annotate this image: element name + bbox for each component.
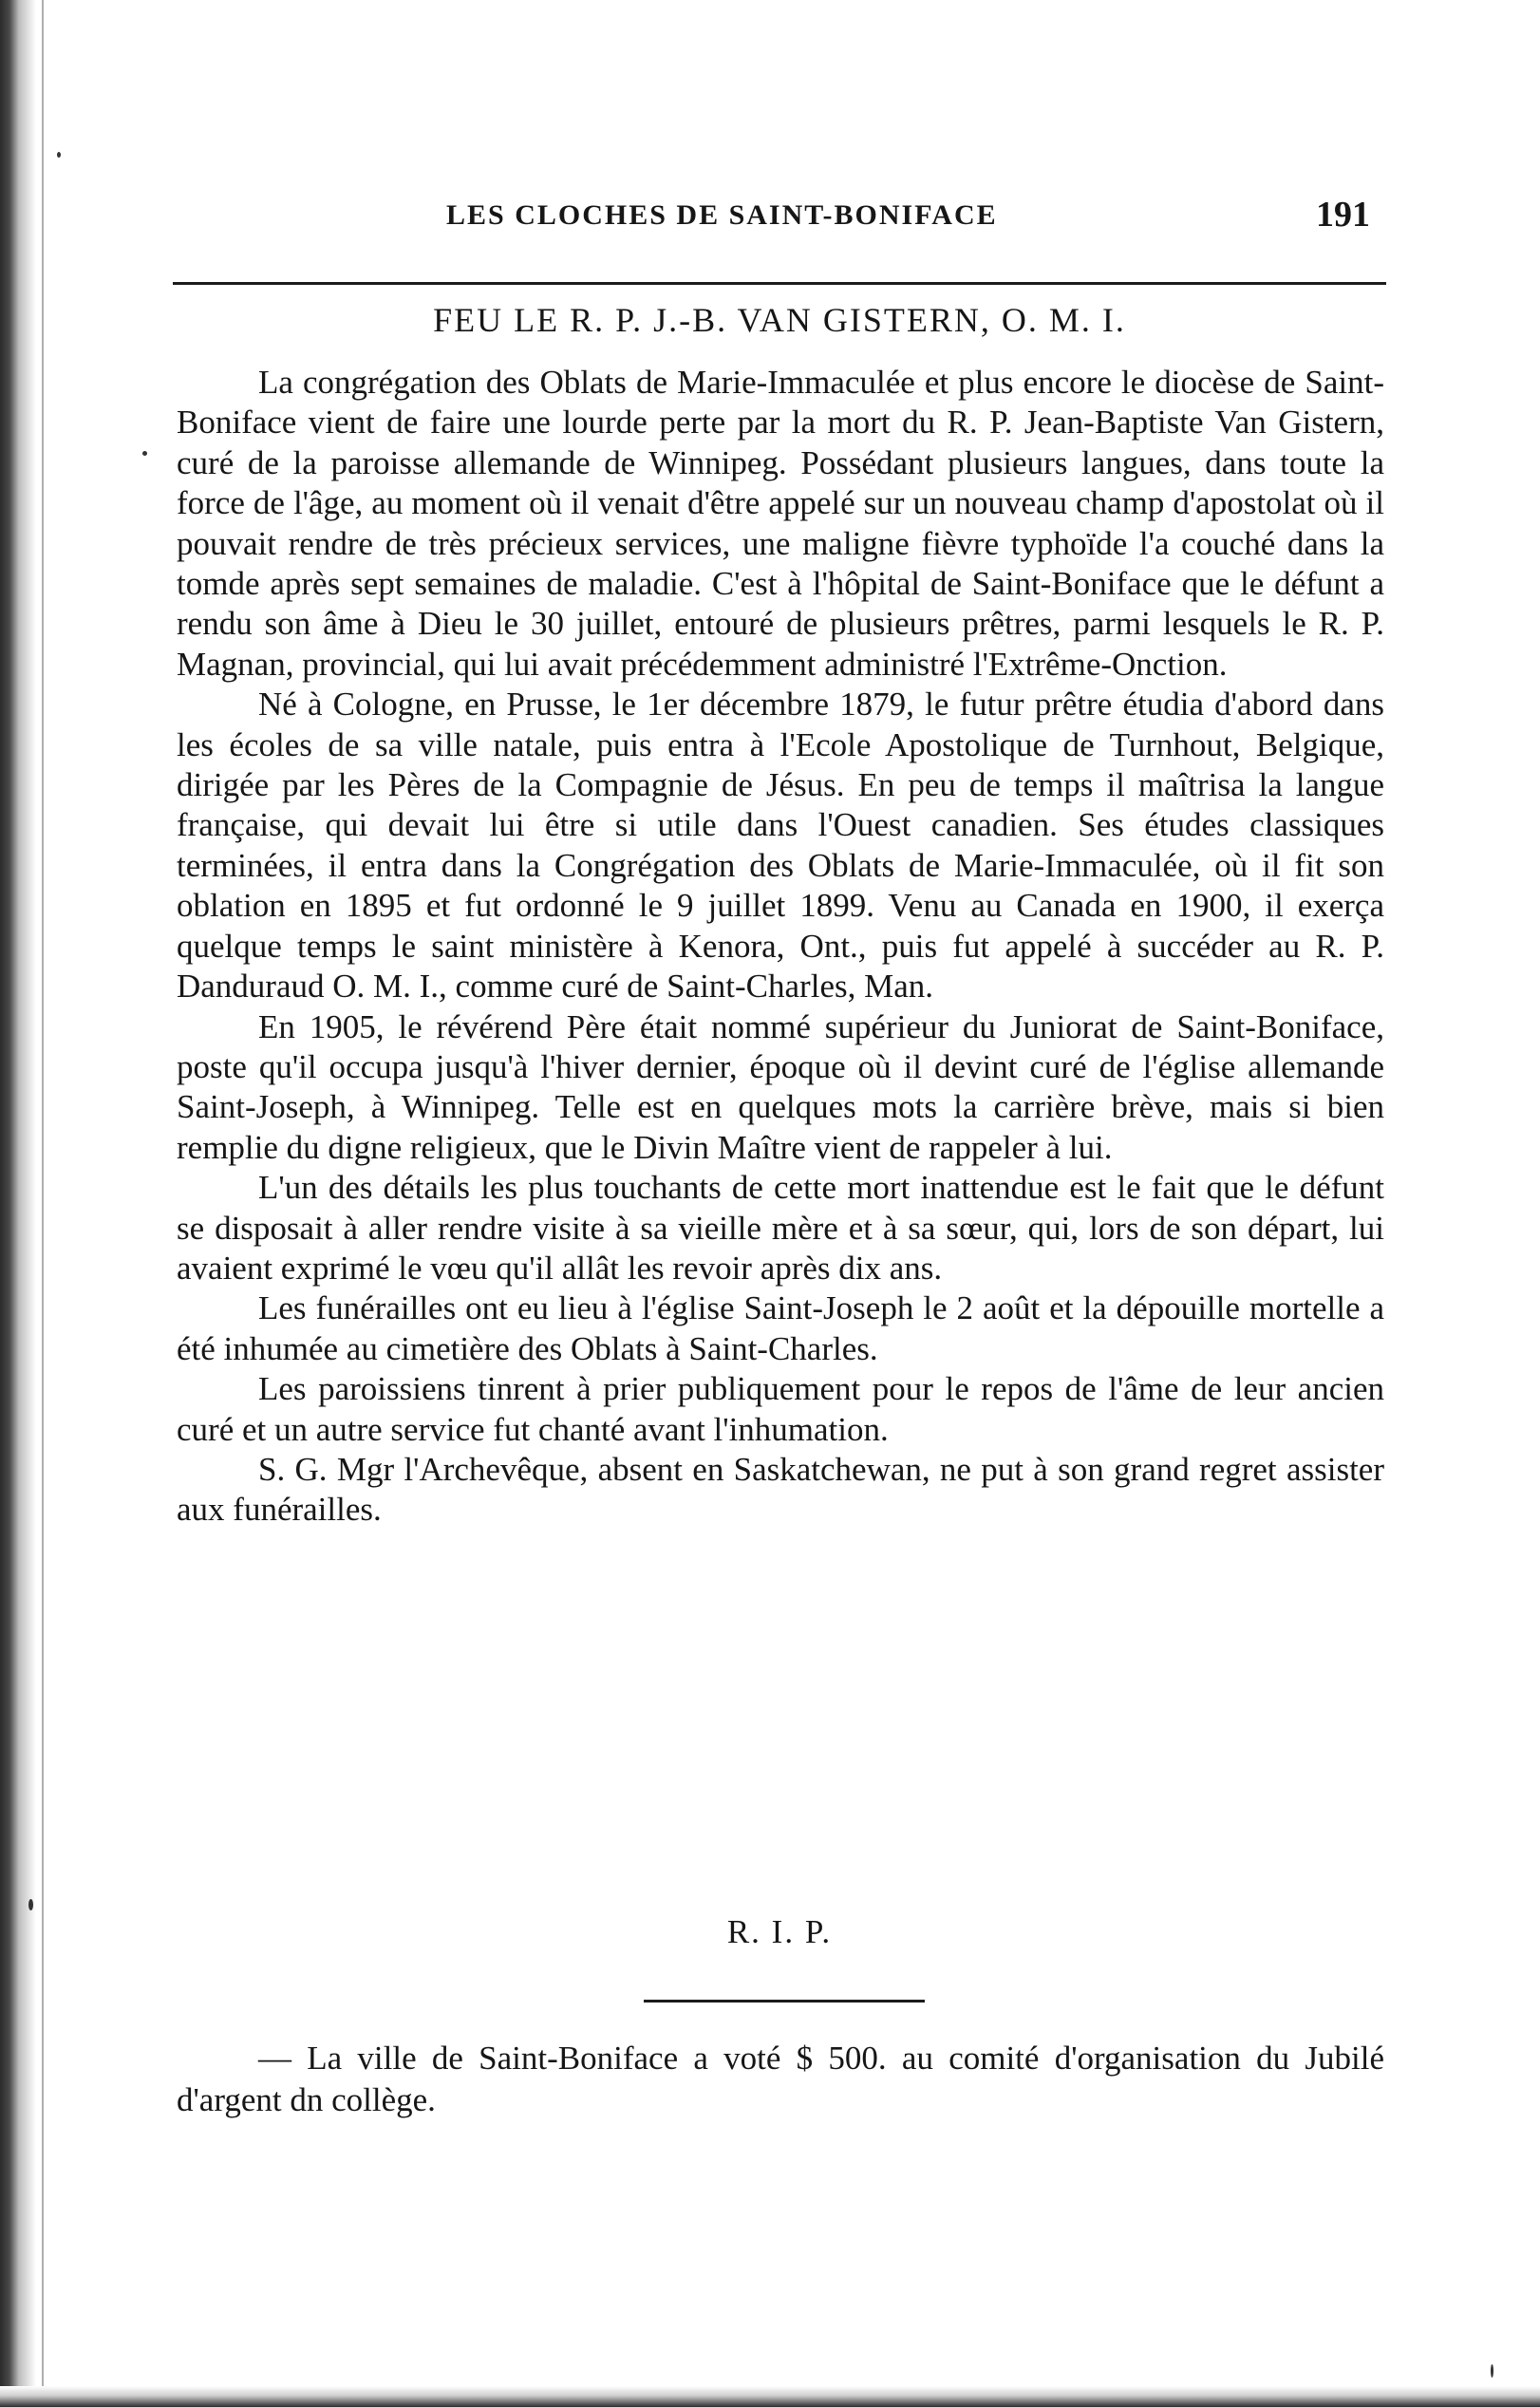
scan-speck: [57, 152, 61, 158]
binding-gutter-shadow: [0, 0, 36, 2407]
paragraph-parishioners: Les paroissiens tinrent à prier publiquement pour le repos de l'âme de leur ancien curé et un autre service fut chanté avant l'inhumation.: [177, 1370, 1384, 1448]
scan-speck: [142, 451, 147, 456]
running-head: LES CLOCHES DE SAINT-BONIFACE: [446, 199, 998, 231]
bottom-edge-shadow: [0, 2386, 1540, 2407]
article-body: [177, 363, 1384, 1531]
article-title: FEU LE R. P. J.-B. VAN GISTERN, O. M. I.: [433, 301, 1126, 339]
header-rule: [173, 282, 1386, 285]
jubilee-note: — La ville de Saint-Boniface a voté $ 500. au comité d'organisation du Jubilé d'argent dn collège.: [177, 2040, 1384, 2118]
paragraph-juniorat: En 1905, le révérend Père était nommé supérieur du Juniorat de Saint-Boniface, poste qu'il occupa jusqu'à l'hiver dernier, époque où il devint curé de l'église allemande Saint-Joseph, à Winnipeg. Telle est en quelques mots la carrière brève, mais si bien remplie du digne religieux, que le Divin Maître vient de rappeler à lui.: [177, 1007, 1384, 1166]
page-number: 191: [1316, 195, 1370, 235]
paragraph-death-announcement: La congrégation des Oblats de Marie-Immaculée et plus encore le diocèse de Saint-Boniface vient de faire une lourde perte par la mort du R. P. Jean-Baptiste Van Gistern, curé de la paroisse allemande de Winnipeg. Possédant plusieurs langues, dans toute la force de l'âge, au moment où il venait d'être appelé sur un nouveau champ d'apostolat où il pouvait rendre de très précieux services, une maligne fièvre typhoïde l'a couché dans la tomde après sept semaines de maladie. C'est à l'hôpital de Saint-Boniface que le défunt a rendu son âme à Dieu le 30 juillet, entouré de plusieurs prêtres, parmi lesquels le R. P. Magnan, provincial, qui lui avait précédemment administré l'Extrême-Onction.: [177, 364, 1384, 683]
paragraph-touching-details: L'un des détails les plus touchants de cette mort inattendue est le fait que le défunt se disposait à aller rendre visite à sa vieille mère et à sa sœur, qui, lors de son départ, lui avaient exprimé le vœu qu'il allât les revoir après dix ans.: [177, 1169, 1384, 1287]
paragraph-biography: Né à Cologne, en Prusse, le 1er décembre 1879, le futur prêtre étudia d'abord dans les écoles de sa ville natale, puis entra à l'Ecole Apostolique de Turnhout, Belgique, dirigée par les Pères de la Compagnie de Jésus. En peu de temps il maîtrisa la langue française, qui devait lui être si utile dans l'Ouest canadien. Ses études classiques terminées, il entra dans la Congrégation des Oblats de Marie-Immaculée, où il fit son oblation en 1895 et fut ordonné le 9 juillet 1899. Venu au Canada en 1900, il exerça quelque temps le saint ministère à Kenora, Ont., puis fut appelé à succéder au R. P. Danduraud O. M. I., comme curé de Saint-Charles, Man.: [177, 686, 1384, 1006]
section-divider: [644, 2000, 925, 2003]
article-signoff: R. I. P.: [726, 1913, 833, 1950]
scan-speck: [28, 1899, 33, 1910]
scan-speck: [1491, 2364, 1493, 2378]
binding-edge-line: [42, 0, 44, 2407]
paragraph-funeral: Les funérailles ont eu lieu à l'église Saint-Joseph le 2 août et la dépouille mortelle a été inhumée au cimetière des Oblats à Saint-Charles.: [177, 1289, 1384, 1367]
paragraph-archbishop: S. G. Mgr l'Archevêque, absent en Saskatchewan, ne put à son grand regret assister aux funérailles.: [177, 1450, 1384, 1529]
